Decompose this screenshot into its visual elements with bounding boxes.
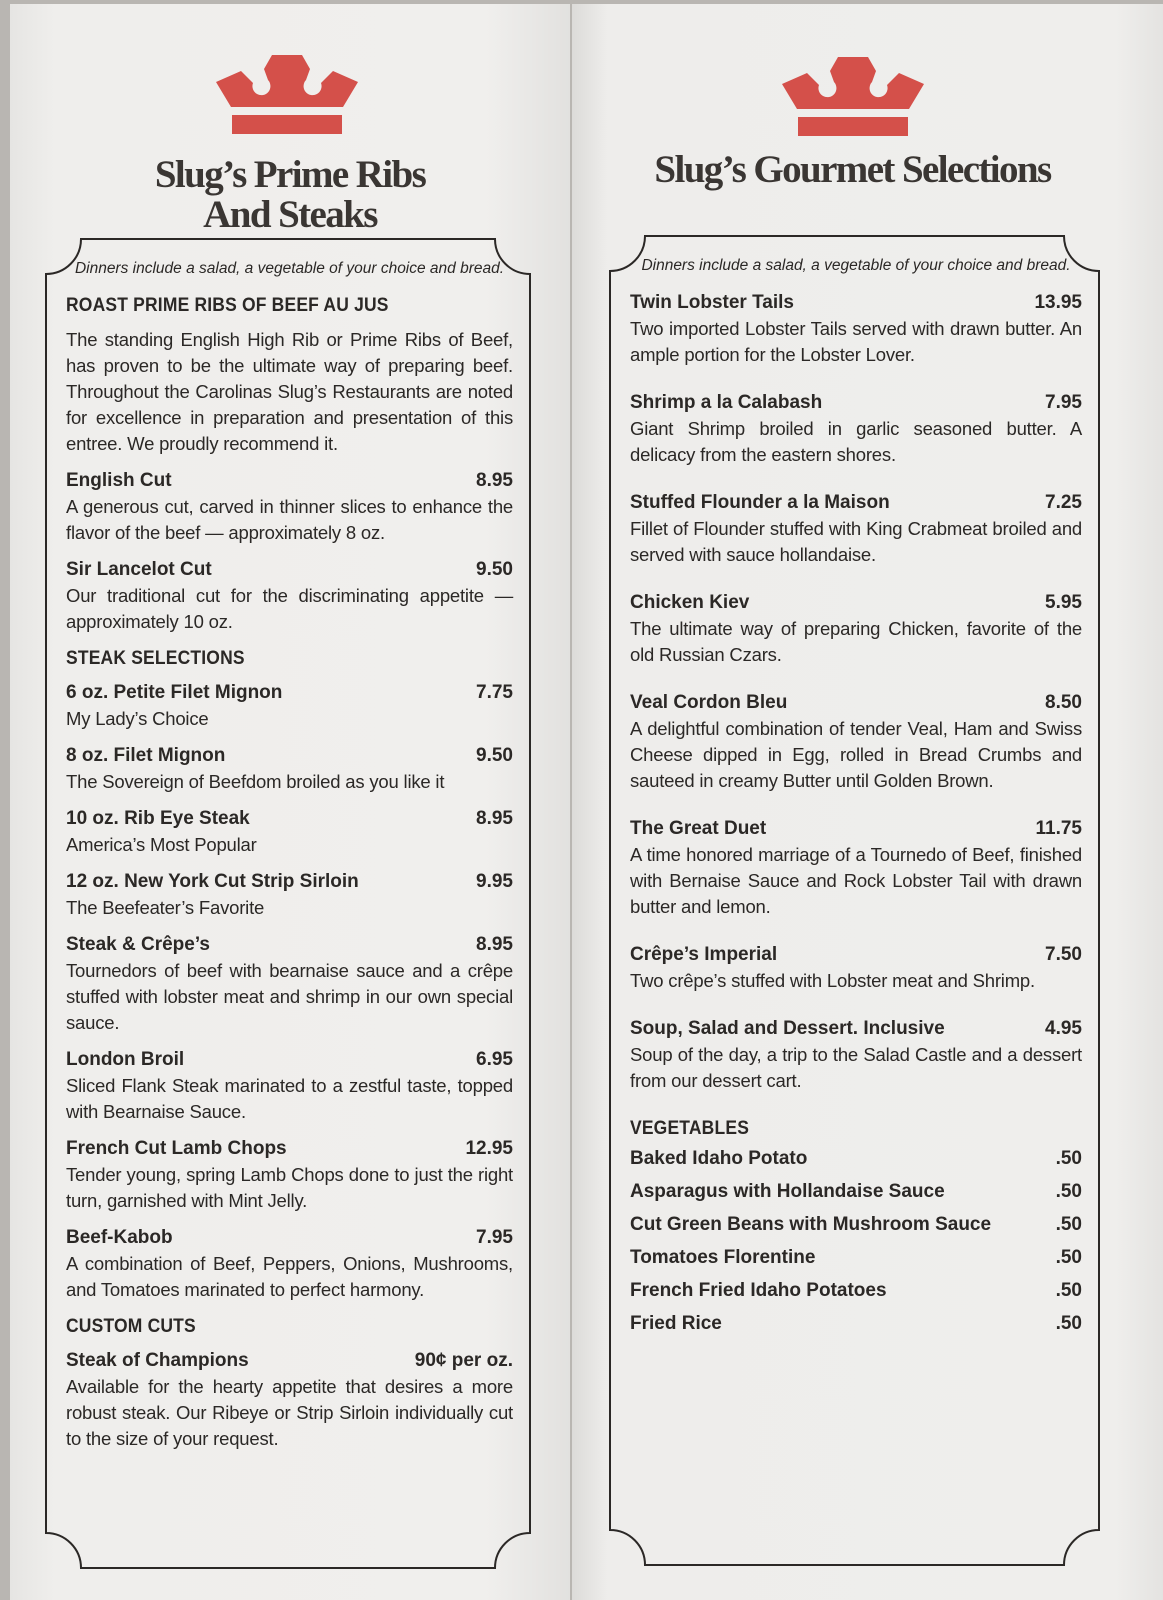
item-description: Two crêpe’s stuffed with Lobster meat and Shrimp. xyxy=(630,970,1035,991)
item-header xyxy=(66,932,513,958)
item-price: 8.95 xyxy=(476,934,513,955)
item-price: 7.95 xyxy=(1045,392,1082,413)
menu-item xyxy=(66,869,513,921)
item-price: .50 xyxy=(1055,1280,1082,1301)
item-name: Fried Rice xyxy=(630,1313,722,1334)
item-price: .50 xyxy=(1055,1247,1082,1268)
dinner-note: Dinners include a salad, a vegetable of your choice and bread. xyxy=(641,257,1071,274)
menu-item xyxy=(66,1348,513,1452)
vegetable-item xyxy=(630,1142,1082,1175)
item-name: Tomatoes Florentine xyxy=(630,1247,816,1268)
vegetable-item xyxy=(630,1208,1082,1241)
item-description: The Sovereign of Beefdom broiled as you like it xyxy=(66,771,445,792)
item-name: Chicken Kiev xyxy=(630,592,750,613)
vegetable-item xyxy=(630,1307,1082,1340)
item-price: .50 xyxy=(1055,1214,1082,1235)
item-description: My Lady’s Choice xyxy=(66,708,209,729)
item-price: 13.95 xyxy=(1034,292,1082,313)
menu-item xyxy=(630,816,1082,920)
item-header xyxy=(630,1142,1082,1175)
item-description: Available for the hearty appetite that desires a more robust steak. Our Ribeye or Strip Sirloin individually cut to the size of your request. xyxy=(66,1376,513,1449)
crown-logo-icon xyxy=(216,55,358,135)
item-name: Cut Green Beans with Mushroom Sauce xyxy=(630,1214,992,1235)
section-heading: CUSTOM CUTS xyxy=(66,1316,196,1337)
menu-item xyxy=(66,1047,513,1125)
item-description: A time honored marriage of a Tournedo of Beef, finished with Bernaise Sauce and Rock Lobster Tail with drawn butter and lemon. xyxy=(630,844,1082,917)
item-price: 8.95 xyxy=(476,808,513,829)
menu-item xyxy=(66,1225,513,1303)
item-description: A delightful combination of tender Veal, Ham and Swiss Cheese dipped in Egg, rolled in Bread Crumbs and sauteed in creamy Butter until Golden Brown. xyxy=(630,718,1082,791)
item-description: Two imported Lobster Tails served with drawn butter. An ample portion for the Lobster Lover. xyxy=(630,318,1082,365)
item-price: 12.95 xyxy=(465,1138,513,1159)
item-header xyxy=(66,468,513,494)
item-header xyxy=(630,690,1082,716)
item-name: Steak & Crêpe’s xyxy=(66,934,210,955)
item-description: The Beefeater’s Favorite xyxy=(66,897,265,918)
item-price: 11.75 xyxy=(1035,818,1082,839)
right-menu-box xyxy=(609,235,1100,1566)
item-name: English Cut xyxy=(66,470,172,491)
menu-item xyxy=(66,557,513,635)
menu-item xyxy=(66,743,513,795)
item-header xyxy=(630,1208,1082,1241)
item-name: Beef-Kabob xyxy=(66,1227,173,1248)
item-name: French Cut Lamb Chops xyxy=(66,1138,287,1159)
item-price: .50 xyxy=(1055,1148,1082,1169)
item-name: Asparagus with Hollandaise Sauce xyxy=(630,1181,945,1202)
item-price: 4.95 xyxy=(1045,1018,1082,1039)
item-price: 9.95 xyxy=(476,871,513,892)
item-price: 9.50 xyxy=(476,559,513,580)
item-name: Baked Idaho Potato xyxy=(630,1148,808,1169)
item-price: .50 xyxy=(1055,1181,1082,1202)
left-menu-box xyxy=(45,238,531,1569)
section-heading: STEAK SELECTIONS xyxy=(66,648,245,669)
title-line: Slug’s Prime Ribs xyxy=(154,153,426,196)
item-name: Twin Lobster Tails xyxy=(630,292,794,313)
left-page-title xyxy=(80,155,500,235)
item-description: Sliced Flank Steak marinated to a zestful taste, topped with Bearnaise Sauce. xyxy=(66,1075,513,1122)
item-price: 7.75 xyxy=(476,682,513,703)
item-name: Stuffed Flounder a la Maison xyxy=(630,492,890,513)
vegetable-item xyxy=(630,1241,1082,1274)
menu-item xyxy=(66,468,513,546)
menu-item xyxy=(66,1136,513,1214)
item-name: 12 oz. New York Cut Strip Sirloin xyxy=(66,871,359,892)
item-header xyxy=(630,590,1082,616)
item-name: 8 oz. Filet Mignon xyxy=(66,745,226,766)
item-name: Shrimp a la Calabash xyxy=(630,392,823,413)
right-page-title: Slug’s Gourmet Selections xyxy=(654,148,1051,191)
menu-item xyxy=(630,590,1082,668)
title-line: And Steaks xyxy=(203,193,377,236)
item-header xyxy=(66,869,513,895)
section-heading: ROAST PRIME RIBS OF BEEF AU JUS xyxy=(66,295,389,316)
item-price: 7.50 xyxy=(1045,944,1082,965)
item-header xyxy=(630,1016,1082,1042)
item-name: Soup, Salad and Dessert. Inclusive xyxy=(630,1018,945,1039)
item-name: Steak of Champions xyxy=(66,1350,249,1371)
item-description: Tender young, spring Lamb Chops done to just the right turn, garnished with Mint Jelly. xyxy=(66,1164,513,1211)
item-header xyxy=(630,1175,1082,1208)
item-header xyxy=(630,490,1082,516)
item-header xyxy=(630,816,1082,842)
section-heading: VEGETABLES xyxy=(630,1118,750,1139)
item-name: 10 oz. Rib Eye Steak xyxy=(66,808,250,829)
item-header xyxy=(66,1047,513,1073)
vegetable-item xyxy=(630,1274,1082,1307)
menu-item xyxy=(630,290,1082,368)
menu-item xyxy=(630,490,1082,568)
item-header xyxy=(66,680,513,706)
dinner-note: Dinners include a salad, a vegetable of your choice and bread. xyxy=(74,260,505,277)
menu-item xyxy=(630,942,1082,994)
item-price: 5.95 xyxy=(1045,592,1082,613)
item-description: A generous cut, carved in thinner slices to enhance the flavor of the beef — approximately 8 oz. xyxy=(66,496,513,543)
item-header xyxy=(66,1225,513,1251)
menu-item xyxy=(66,806,513,858)
item-name: London Broil xyxy=(66,1049,185,1070)
menu-item xyxy=(630,1016,1082,1094)
item-price: 8.50 xyxy=(1045,692,1082,713)
item-name: Sir Lancelot Cut xyxy=(66,559,212,580)
item-price: 6.95 xyxy=(476,1049,513,1070)
item-name: Veal Cordon Bleu xyxy=(630,692,788,713)
item-price: 7.25 xyxy=(1045,492,1082,513)
item-description: America’s Most Popular xyxy=(66,834,257,855)
item-description: Giant Shrimp broiled in garlic seasoned butter. A delicacy from the eastern shores. xyxy=(630,418,1082,465)
item-price: 90¢ per oz. xyxy=(414,1350,513,1371)
item-name: French Fried Idaho Potatoes xyxy=(630,1280,887,1301)
item-description: Tournedors of beef with bearnaise sauce and a crêpe stuffed with lobster meat and shrimp in our own special sauce. xyxy=(66,960,513,1033)
item-header xyxy=(66,1136,513,1162)
vegetables-section xyxy=(630,1116,1082,1340)
item-header xyxy=(66,557,513,583)
menu-item xyxy=(630,390,1082,468)
menu-item xyxy=(66,932,513,1036)
item-description: The ultimate way of preparing Chicken, favorite of the old Russian Czars. xyxy=(630,618,1082,665)
item-name: The Great Duet xyxy=(630,818,767,839)
item-price: 9.50 xyxy=(476,745,513,766)
menu-item xyxy=(66,680,513,732)
item-description: Our traditional cut for the discriminating appetite — approximately 10 oz. xyxy=(66,585,513,632)
vegetable-item xyxy=(630,1175,1082,1208)
item-header xyxy=(66,743,513,769)
item-header xyxy=(630,1307,1082,1340)
item-header xyxy=(66,1348,513,1374)
crown-logo-icon xyxy=(782,57,924,137)
item-price: .50 xyxy=(1055,1313,1082,1334)
item-header xyxy=(630,1274,1082,1307)
item-price: 8.95 xyxy=(476,470,513,491)
section-intro: The standing English High Rib or Prime Ribs of Beef, has proven to be the ultimate way of preparing beef. Throughout the Carolinas Slug’s Restaurants are noted for excellence in preparation and presentation of this entree. We proudly recommend it. xyxy=(66,329,513,454)
item-header xyxy=(630,290,1082,316)
item-header xyxy=(630,390,1082,416)
item-price: 7.95 xyxy=(476,1227,513,1248)
item-description: Fillet of Flounder stuffed with King Crabmeat broiled and served with sauce hollandaise. xyxy=(630,518,1082,565)
item-description: A combination of Beef, Peppers, Onions, Mushrooms, and Tomatoes marinated to perfect harmony. xyxy=(66,1253,513,1300)
item-name: 6 oz. Petite Filet Mignon xyxy=(66,682,283,703)
item-header xyxy=(630,1241,1082,1274)
menu-item xyxy=(630,690,1082,794)
item-name: Crêpe’s Imperial xyxy=(630,944,778,965)
item-description: Soup of the day, a trip to the Salad Castle and a dessert from our dessert cart. xyxy=(630,1044,1082,1091)
item-header xyxy=(66,806,513,832)
item-header xyxy=(630,942,1082,968)
